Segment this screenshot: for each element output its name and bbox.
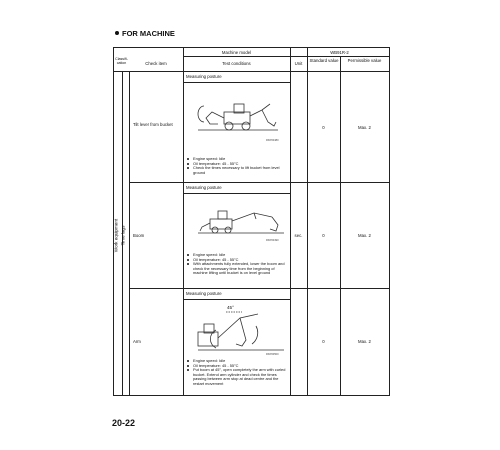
- condition-item: Oil temperature: 45 - 55°C: [187, 258, 287, 263]
- test-conditions-header: Test conditions: [222, 61, 251, 66]
- section-title: [115, 29, 175, 38]
- group-label-work-equipment: Work equipment: [113, 218, 119, 253]
- posture-rule-3: [183, 299, 290, 300]
- classification-header: Classifi-cation: [115, 57, 128, 66]
- boom-posture-figure: [196, 205, 286, 237]
- check-item-arm: Arm: [133, 339, 141, 344]
- condition-item: Engine speed: Idle: [187, 359, 287, 364]
- condition-item: Check the times necessary to lift bucket from level ground: [187, 166, 287, 175]
- section-title-text: FOR MACHINE: [122, 29, 175, 38]
- figure-code-2: RKP00490: [266, 239, 279, 242]
- subgroup-label-time-lags: Time lags: [120, 225, 126, 246]
- check-item-tilt: Tilt lever from bucket: [133, 122, 173, 127]
- check-item-header: Check item: [145, 61, 167, 66]
- condition-item: Oil temperature: 45 - 55°C: [187, 364, 287, 369]
- tilt-posture-figure: [196, 92, 284, 138]
- posture-rule-2: [183, 193, 290, 194]
- header-bottom-rule: [114, 71, 389, 72]
- permissible-value-header: Permissible value: [347, 58, 382, 63]
- figure-code-3: RKP00500: [266, 353, 279, 356]
- condition-item: With attachments fully extended, lower the boom and check the necessary time from the beginning of machine lifting until bucket is on level ground: [187, 262, 287, 276]
- standard-value-arm: 0: [322, 339, 325, 344]
- row-divider-2: [129, 288, 389, 289]
- posture-rule-1: [183, 82, 290, 83]
- spec-table: [113, 47, 390, 396]
- unit-value: sec.: [294, 233, 303, 238]
- conditions-list-3: [187, 359, 287, 386]
- row-divider-1: [129, 182, 389, 183]
- machine-model-label: Machine model: [221, 49, 252, 55]
- posture-label-2: Measuring posture: [186, 185, 222, 190]
- posture-label-3: Measuring posture: [186, 291, 222, 296]
- conditions-list-1: [187, 157, 287, 175]
- figure-code-1: RKP00480: [266, 139, 279, 142]
- condition-item: Oil temperature: 45 - 55°C: [187, 162, 287, 167]
- col-divider-item: [183, 48, 184, 395]
- condition-item: Engine speed: Idle: [187, 253, 287, 258]
- page-number: 20-22: [112, 418, 136, 428]
- angle-label: 45°: [227, 305, 234, 310]
- machine-model-value: WB91R-2: [330, 49, 349, 55]
- permissible-value-tilt: Max. 2: [358, 125, 371, 130]
- col-divider-standard: [340, 56, 341, 395]
- arm-posture-figure: [196, 304, 286, 354]
- permissible-value-arm: Max. 2: [358, 339, 371, 344]
- header-divider: [183, 56, 389, 57]
- condition-item: Engine speed: Idle: [187, 157, 287, 162]
- condition-item: Put boom at 45°, open completely the arm with curled bucket. Extend arm cylinder and check the times passing between arm stop at dead centre and the restart movement: [187, 368, 287, 386]
- standard-value-tilt: 0: [322, 125, 325, 130]
- col-divider-group: [129, 71, 130, 395]
- unit-header: Unit: [294, 61, 303, 66]
- col-divider-conditions: [290, 48, 291, 395]
- bullet-dot-icon: [115, 31, 119, 35]
- standard-value-boom: 0: [322, 233, 325, 238]
- posture-label-1: Measuring posture: [186, 74, 222, 79]
- conditions-list-2: [187, 253, 287, 276]
- permissible-value-boom: Max. 2: [358, 233, 371, 238]
- check-item-boom: Boom: [133, 233, 145, 238]
- standard-value-header: Standard value: [309, 58, 339, 63]
